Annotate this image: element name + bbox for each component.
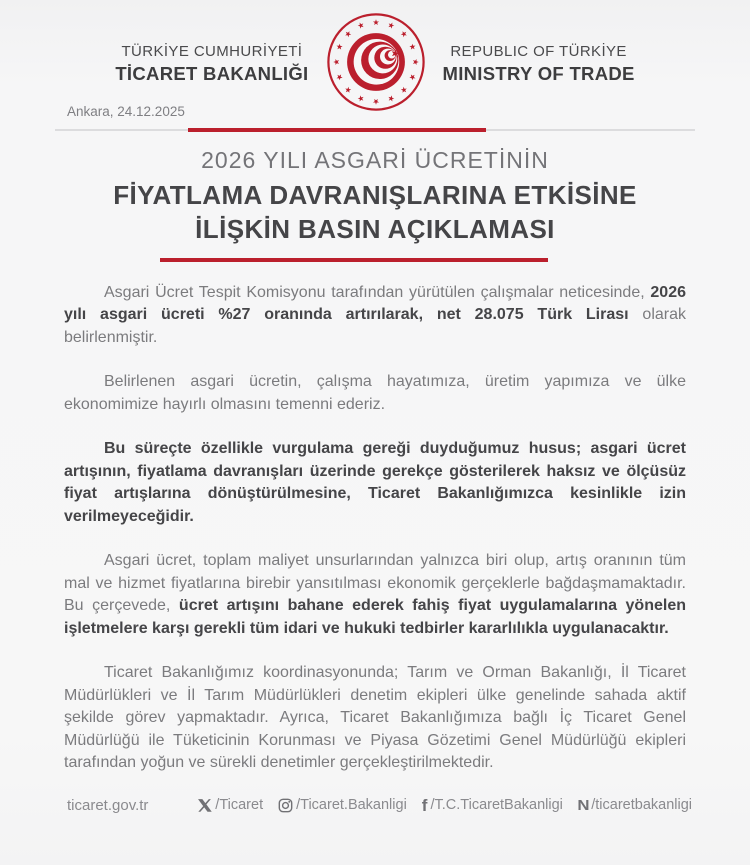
social-nsosyal-link[interactable] (578, 797, 692, 814)
paragraph-5-text: Ticaret Bakanlığımız koordinasyonunda; Tarım ve Orman Bakanlığı, İl Ticaret Müdürlükleri ve İl Tarım Müdürlükleri denetim ekipleri ülke genelinde sahada aktif şekilde görev yapmaktadır. Ayrıca, Ticaret Bakanlığımıza bağlı İç Ticaret Genel Müdürlüğü ile Tüketicinin Korunması ve Piyasa Gözetimi Genel Müdürlüğü ekipleri tarafından yoğun ve sürekli denetimler gerçekleştirilmektedir. (64, 664, 686, 771)
social-x-handle: /Ticaret (215, 797, 264, 813)
ministry-line-en: MINISTRY OF TRADE (442, 62, 635, 84)
paragraph-1-text-end: olarak belirlenmiştir. (64, 306, 686, 346)
x-icon (197, 798, 212, 813)
press-release-body (64, 282, 686, 775)
social-nsosyal-handle: /ticaretbakanligi (591, 797, 692, 813)
dateline: Ankara, 24.12.2025 (67, 104, 185, 119)
title-line-2: FİYATLAMA DAVRANIŞLARINA ETKİSİNE (113, 180, 637, 210)
instagram-icon (278, 798, 293, 813)
paragraph-4-bold: ücret artışını bahane ederek fahiş fiyat uygulamalarına yönelen işletmelere karşı gerekli tüm idari ve hukuki tedbirler kararlılıkla uygulanacaktır. (64, 597, 686, 637)
paragraph-2-text: Belirlenen asgari ücretin, çalışma hayatımıza, üretim yapımıza ve ülke ekonomimize hayırlı olmasını temenni ederiz. (64, 373, 686, 413)
title-underline (160, 258, 548, 262)
social-links (197, 797, 692, 814)
paragraph-3 (64, 438, 686, 528)
social-x-link[interactable] (197, 797, 263, 813)
press-release-title (0, 147, 750, 245)
republic-line-tr: TÜRKİYE CUMHURİYETİ (121, 43, 303, 61)
header (0, 0, 750, 114)
paragraph-1-text: Asgari Ücret Tespit Komisyonu tarafından yürütülen çalışmalar neticesinde, (104, 283, 651, 301)
republic-line-en: REPUBLIC OF TÜRKİYE (450, 43, 627, 61)
header-divider-red-segment (188, 128, 486, 132)
paragraph-3-bold: Bu süreçte özellikle vurgulama gereği duyduğumuz husus; asgari ücret artışının, fiyatlama davranışları üzerinde gerekçe gösterilerek haksız ve ölçüsüz fiyat artışlarına dönüştürülmesine, Ticaret Bakanlığımızca kesinlikle izin verilmeyeceğidir. (64, 440, 686, 525)
paragraph-2 (64, 371, 686, 416)
footer (0, 797, 750, 814)
paragraph-4 (64, 550, 686, 640)
nsosyal-icon: N (577, 796, 589, 814)
title-line-3: İLİŞKİN BASIN AÇIKLAMASI (195, 214, 555, 244)
ministry-of-trade-emblem-icon (325, 11, 427, 113)
ministry-name-english (443, 43, 635, 85)
paragraph-1 (64, 282, 686, 350)
facebook-icon: f (421, 795, 428, 815)
social-instagram-link[interactable] (278, 797, 407, 813)
paragraph-1-bold: 2026 yılı asgari ücreti %27 oranında artırılarak, net 28.075 Türk Lirası (64, 283, 686, 323)
social-instagram-handle: /Ticaret.Bakanligi (296, 797, 407, 813)
social-facebook-link[interactable] (422, 797, 563, 813)
ministry-line-tr: TİCARET BAKANLIĞI (115, 62, 309, 84)
ministry-name-turkish (115, 43, 308, 85)
paragraph-4-text: Asgari ücret, toplam maliyet unsurlarından yalnızca biri olup, artış oranının tüm mal ve hizmet fiyatlarına birebir yansıtılması ekonomik gerçeklerle bağdaşmamaktadır. Bu çerçevede, (64, 552, 686, 614)
social-facebook-handle: /T.C.TicaretBakanligi (430, 797, 563, 813)
paragraph-5 (64, 662, 686, 775)
title-line-1: 2026 YILI ASGARİ ÜCRETİNİN (201, 147, 549, 173)
header-divider (55, 129, 695, 131)
website-link[interactable]: ticaret.gov.tr (67, 796, 149, 814)
